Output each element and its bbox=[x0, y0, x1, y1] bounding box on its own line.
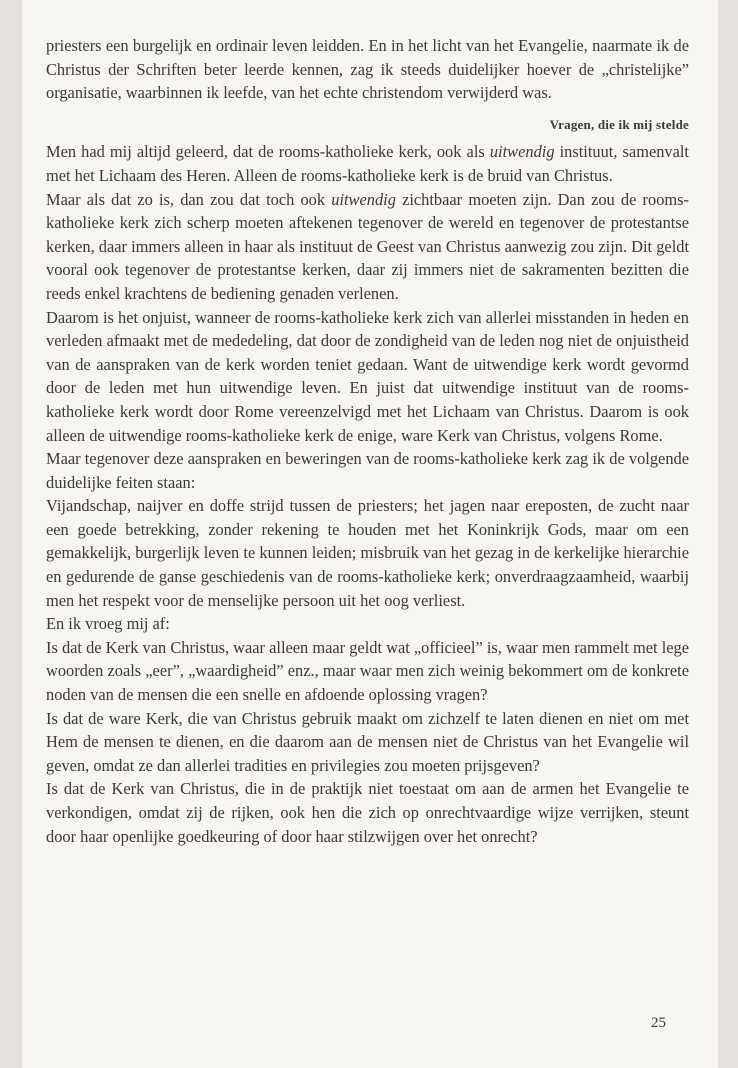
section-heading: Vragen, die ik mij stelde bbox=[549, 116, 689, 132]
paragraph-9: Is dat de Kerk van Christus, die in de praktijk niet toestaat om aan de armen het Evangelie te verkondigen, omdat zij de rijken, ook hen die zich op onrechtvaardige wijze verrijken, steunt door haar openlijke goedkeuring of door haar stilzwijgen over het onrecht? bbox=[46, 779, 689, 846]
paragraph-2: Maar als dat zo is, dan zou dat toch ook uitwendig zichtbaar moeten zijn. Dan zou de rooms-katholieke kerk zich scherp moeten aftekenen tegenover de wereld en tegenover de protestantse kerken, daar immers alleen in haar als instituut de Geest van Christus aanwezig zou zijn. Dit geldt vooral ook tegenover de protestantse kerken, daar zij immers niet de sakramenten bezitten die reeds enkel krachtens de bediening genaden verlenen. bbox=[46, 189, 689, 303]
paragraph-3: Daarom is het onjuist, wanneer de rooms-katholieke kerk zich van allerlei misstanden in heden en verleden afmaakt met de mededeling, dat door de zondigheid van de leden nog niet de onjuistheid van de aanspraken van de kerk worden teniet gedaan. Want de uitwendige kerk wordt gevormd door de leden met hun uitwendige leven. En juist dat uitwendige instituut van de rooms-katholieke kerk wordt door Rome vereenzelvigd met het Lichaam van Christus. Daarom is ook alleen de uitwendige rooms-katholieke kerk de enige, ware Kerk van Christus, volgens Rome. bbox=[46, 307, 689, 445]
emphasis-uitwendig: uitwendig bbox=[331, 189, 396, 209]
paragraph-4: Maar tegenover deze aanspraken en beweringen van de rooms-katholieke kerk zag ik de volgende duidelijke feiten staan: bbox=[46, 449, 689, 492]
page-number: 25 bbox=[651, 1015, 666, 1031]
emphasis-uitwendig: uitwendig bbox=[489, 142, 555, 162]
paragraph-6: En ik vroeg mij af: bbox=[46, 614, 170, 634]
intro-paragraph: priesters een burgelijk en ordinair leven leidden. En in het licht van het Evangelie, naarmate ik de Christus der Schriften beter leerde kennen, zag ik steeds duidelijker hoever de „christelijke” organisatie, waarbinnen ik leefde, van het echte christendom verwijderd was. bbox=[46, 36, 689, 103]
paragraph-8: Is dat de ware Kerk, die van Christus gebruik maakt om zichzelf te laten dienen en niet om met Hem de mensen te dienen, en die daarom aan de mensen niet de Christus van het Evangelie wil geven, omdat ze dan allerlei tradities en privilegies zou moeten prijsgeven? bbox=[46, 708, 689, 775]
paragraph-5: Vijandschap, naijver en doffe strijd tussen de priesters; het jagen naar ereposten, de zucht naar een goede betrekking, zonder rekening te houden met het Koninkrijk Gods, maar om een gemakkelijk, burgerlijk leven te kunnen leiden; misbruik van het gezag in de kerkelijke hierarchie en gedurende de ganse geschiedenis van de rooms-katholieke kerk; onverdraagzaamheid, waarbij men het respekt voor de menselijke persoon uit het oog verliest. bbox=[46, 496, 689, 610]
paragraph-7: Is dat de Kerk van Christus, waar alleen maar geldt wat „officieel” is, waar men rammelt met lege woorden zoals „eer”, „waardigheid” enz., maar waar men zich weinig bekommert om de konkrete noden van de mensen die een snelle en afdoende oplossing vragen? bbox=[46, 637, 689, 705]
paragraph-1: Men had mij altijd geleerd, dat de rooms-katholieke kerk, ook als uitwendig instituut, samenvalt met het Lichaam des Heren. Alleen de rooms-katholieke kerk is de bruid van Christus. bbox=[46, 142, 689, 185]
book-page bbox=[22, 0, 718, 1068]
body-text bbox=[46, 34, 689, 848]
